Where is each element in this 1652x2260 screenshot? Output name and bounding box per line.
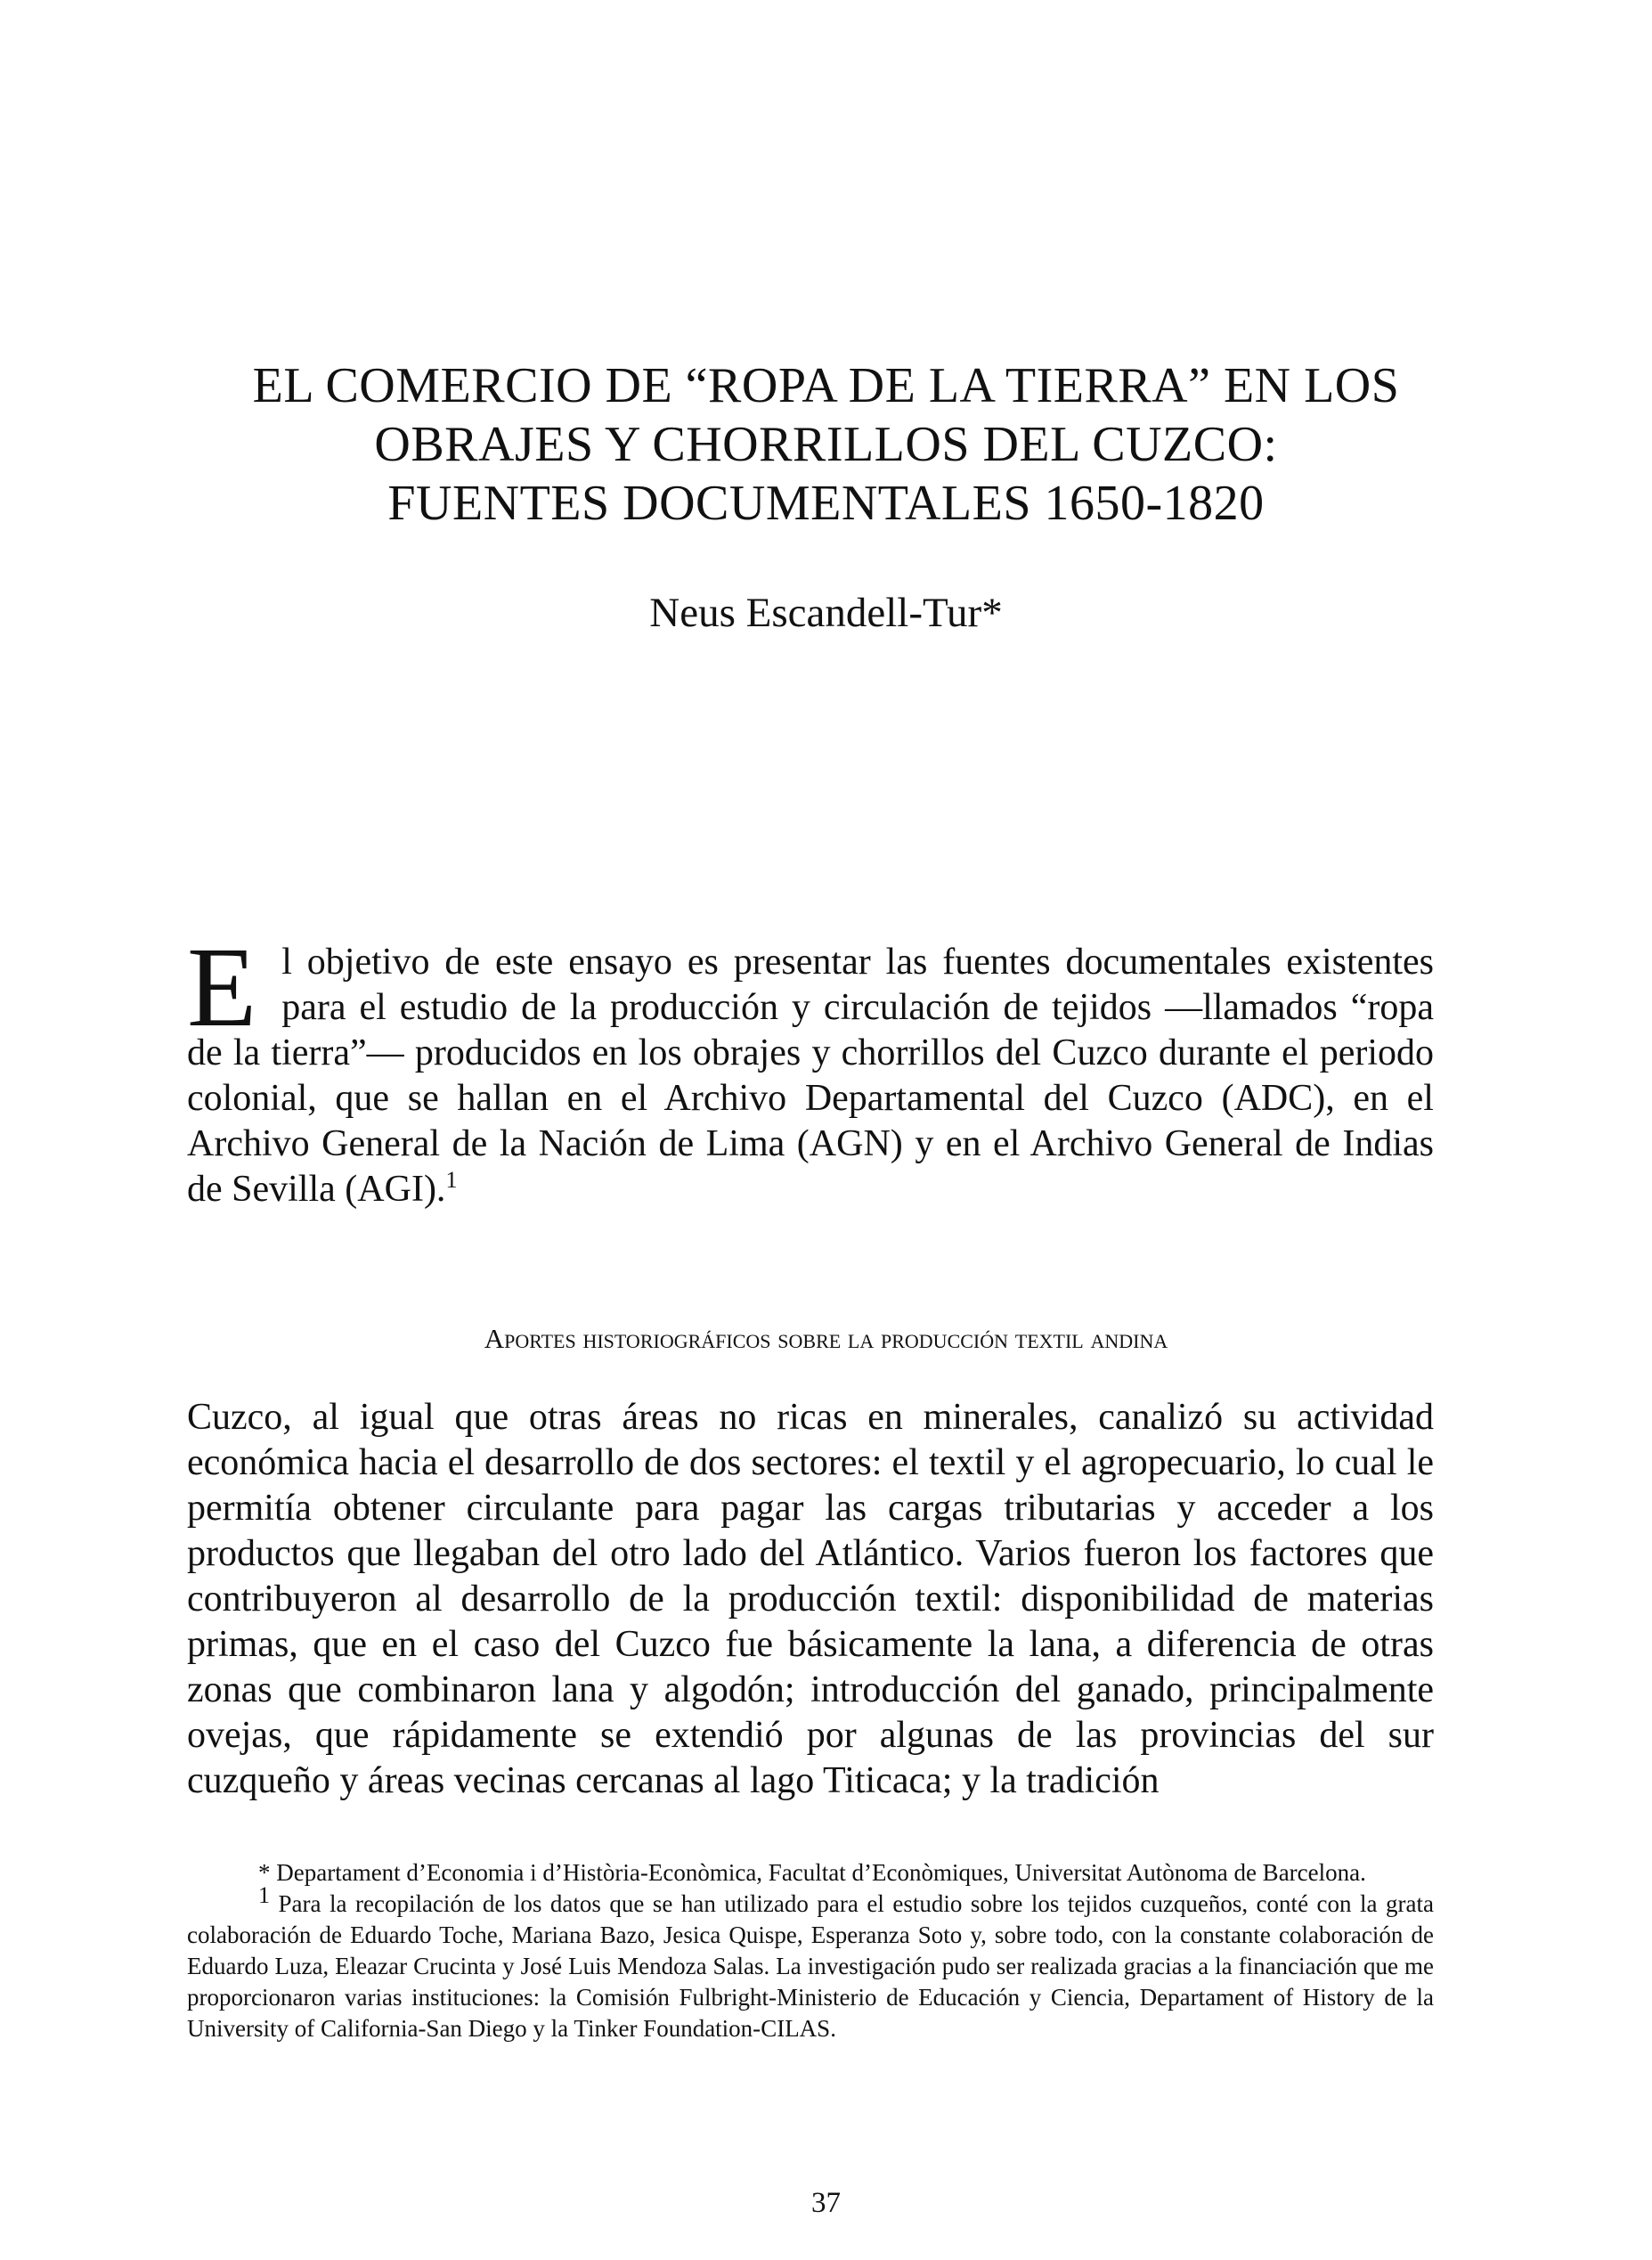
- intro-text: ).: [423, 1169, 446, 1210]
- title-line: FUENTES DOCUMENTALES 1650-1820: [387, 476, 1265, 531]
- footnote-mark: 1: [258, 1882, 270, 1908]
- footnote-author: * Departament d’Economia i d’Història-Econòmica, Facultat d’Econòmiques, Universitat Autònoma de Barcelona.: [258, 1859, 1366, 1886]
- archive-abbreviation: ADC: [1233, 1078, 1314, 1119]
- footnote-1: [187, 1882, 1434, 2044]
- archive-abbreviation: AGN: [809, 1123, 891, 1164]
- footnotes: [187, 1857, 1434, 2044]
- intro-text: l objetivo de este ensayo es presentar las fuentes documentales existentes para el estudio de la producción y circulación de tejidos —llamados “ropa de la tierra”— producidos en los obrajes y chorrillos del Cuzco durante el periodo colonial, que se hallan en el Archivo Departamental del Cuzco (: [187, 942, 1434, 1119]
- section-heading: Aportes historiográficos sobre la producción textil andina: [484, 1323, 1168, 1354]
- intro-paragraph: [187, 924, 1434, 1212]
- footnote-text: Para la recopilación de los datos que se han utilizado para el estudio sobre los tejidos cuzqueños, conté con la grata colaboración de Eduardo Toche, Mariana Bazo, Jesica Quispe, Esperanza Soto y, sobre todo, con la constante colaboración de Eduardo Luza, Eleazar Crucinta y José Luis Mendoza Salas. La investigación pudo ser realizada gracias a la financiación que me proporcionaron varias instituciones: la Comisión Fulbright-Ministerio de Educación y Ciencia, Departament of History de la University of California-San Diego y la Tinker Foundation-: [187, 1890, 1434, 2042]
- body-paragraph: Cuzco, al igual que otras áreas no ricas en minerales, canalizó su actividad económica hacia el desarrollo de dos sectores: el textil y el agropecuario, lo cual le permitía obtener circulante para pagar las cargas tributarias y acceder a los productos que llegaban del otro lado del Atlántico. Varios fueron los factores que contribuyeron al desarrollo de la producción textil: disponibilidad de materias primas, que en el caso del Cuzco fue básicamente la lana, a diferencia de otras zonas que combinaron lana y algodón; introducción del ganado, principalmente ovejas, que rápidamente se extendió por algunas de las provincias del sur cuzqueño y áreas vecinas cercanas al lago Titicaca; y la tradición: [187, 1397, 1434, 1801]
- institution-abbreviation: CILAS: [761, 2015, 831, 2042]
- title-line: EL COMERCIO DE “ROPA DE LA TIERRA” EN LOS: [252, 358, 1400, 413]
- page-number: 37: [811, 2187, 841, 2219]
- drop-cap: E: [187, 924, 257, 1050]
- title-line: OBRAJES Y CHORRILLOS DEL CUZCO:: [374, 417, 1278, 472]
- footnote-end: .: [830, 2015, 836, 2042]
- intro-text: ), en el Archivo General de la Nación de Lima (: [187, 1078, 1434, 1164]
- intro-text: ) y en el Archivo General de Indias de Sevilla (: [187, 1123, 1434, 1210]
- author-name: Neus Escandell-Tur*: [649, 590, 1003, 636]
- archive-abbreviation: AGI: [357, 1169, 424, 1210]
- footnote-reference: 1: [445, 1167, 458, 1193]
- article-title: [178, 356, 1474, 533]
